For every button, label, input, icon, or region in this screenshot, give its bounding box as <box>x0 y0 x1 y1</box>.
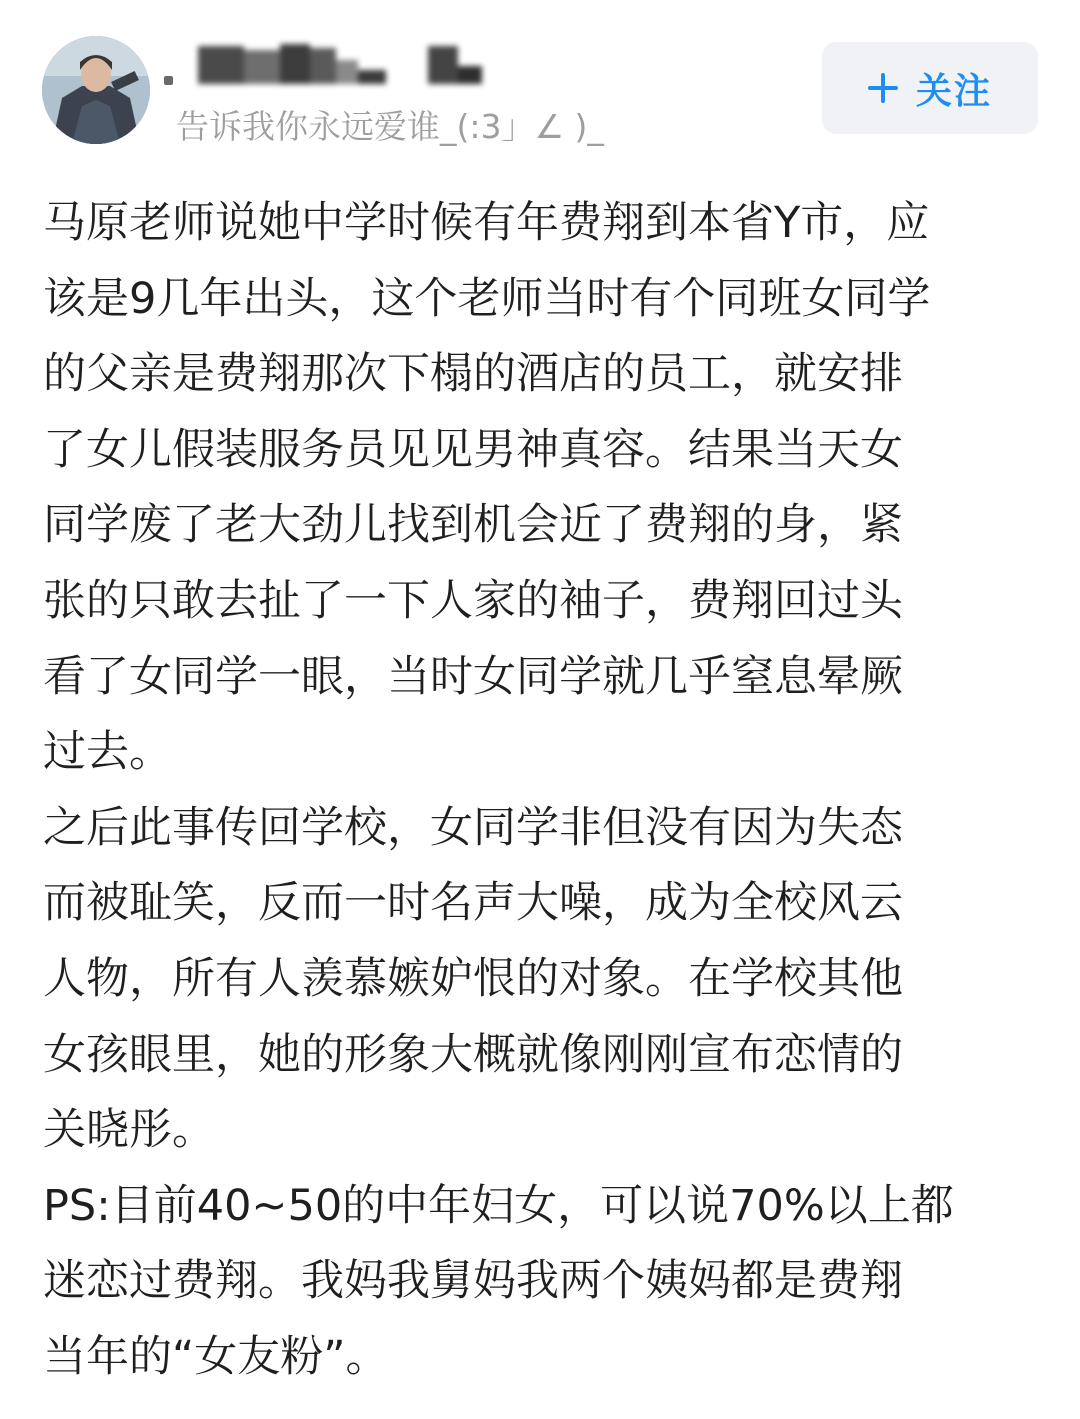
username-obscured[interactable] <box>160 40 490 96</box>
follow-button-label: 关注 <box>915 70 992 112</box>
post-header <box>0 0 1080 160</box>
post-body <box>43 186 1038 1396</box>
post-text-line: 关晓彤。 <box>43 1105 215 1156</box>
post-text-line: 同学废了老大劲儿找到机会近了费翔的身，紧 <box>43 500 903 551</box>
post-text-line: 过去。 <box>43 727 172 778</box>
post-text-line: PS:目前40~50的中年妇女，可以说70%以上都 <box>43 1180 954 1231</box>
avatar[interactable] <box>42 36 150 144</box>
user-signature: 告诉我你永远爱谁_(:3」∠ )_ <box>176 107 604 146</box>
post-text-line: 了女儿假装服务员见见男神真容。结果当天女 <box>43 424 903 475</box>
post-text-line: 之后此事传回学校，女同学非但没有因为失态 <box>43 802 903 853</box>
post-text-line: 当年的“女友粉”。 <box>43 1331 389 1382</box>
post-text-line: 该是9几年出头，这个老师当时有个同班女同学 <box>43 273 931 324</box>
post-text-line: 人物，所有人羡慕嫉妒恨的对象。在学校其他 <box>43 953 903 1004</box>
post-text-line: 的父亲是费翔那次下榻的酒店的员工，就安排 <box>43 349 903 400</box>
plus-icon <box>868 73 898 103</box>
post-text-line: 张的只敢去扯了一下人家的袖子，费翔回过头 <box>43 575 903 626</box>
follow-button[interactable] <box>822 42 1038 134</box>
post-text-line: 女孩眼里，她的形象大概就像刚刚宣布恋情的 <box>43 1029 903 1080</box>
username-pixelated-block <box>160 40 490 96</box>
post-text-line: 迷恋过费翔。我妈我舅妈我两个姨妈都是费翔 <box>43 1256 903 1307</box>
post-text-line: 而被耻笑，反而一时名声大噪，成为全校风云 <box>43 878 903 929</box>
post-text-line: 看了女同学一眼，当时女同学就几乎窒息晕厥 <box>43 651 903 702</box>
post-text-line: 马原老师说她中学时候有年费翔到本省Y市，应 <box>43 198 930 248</box>
